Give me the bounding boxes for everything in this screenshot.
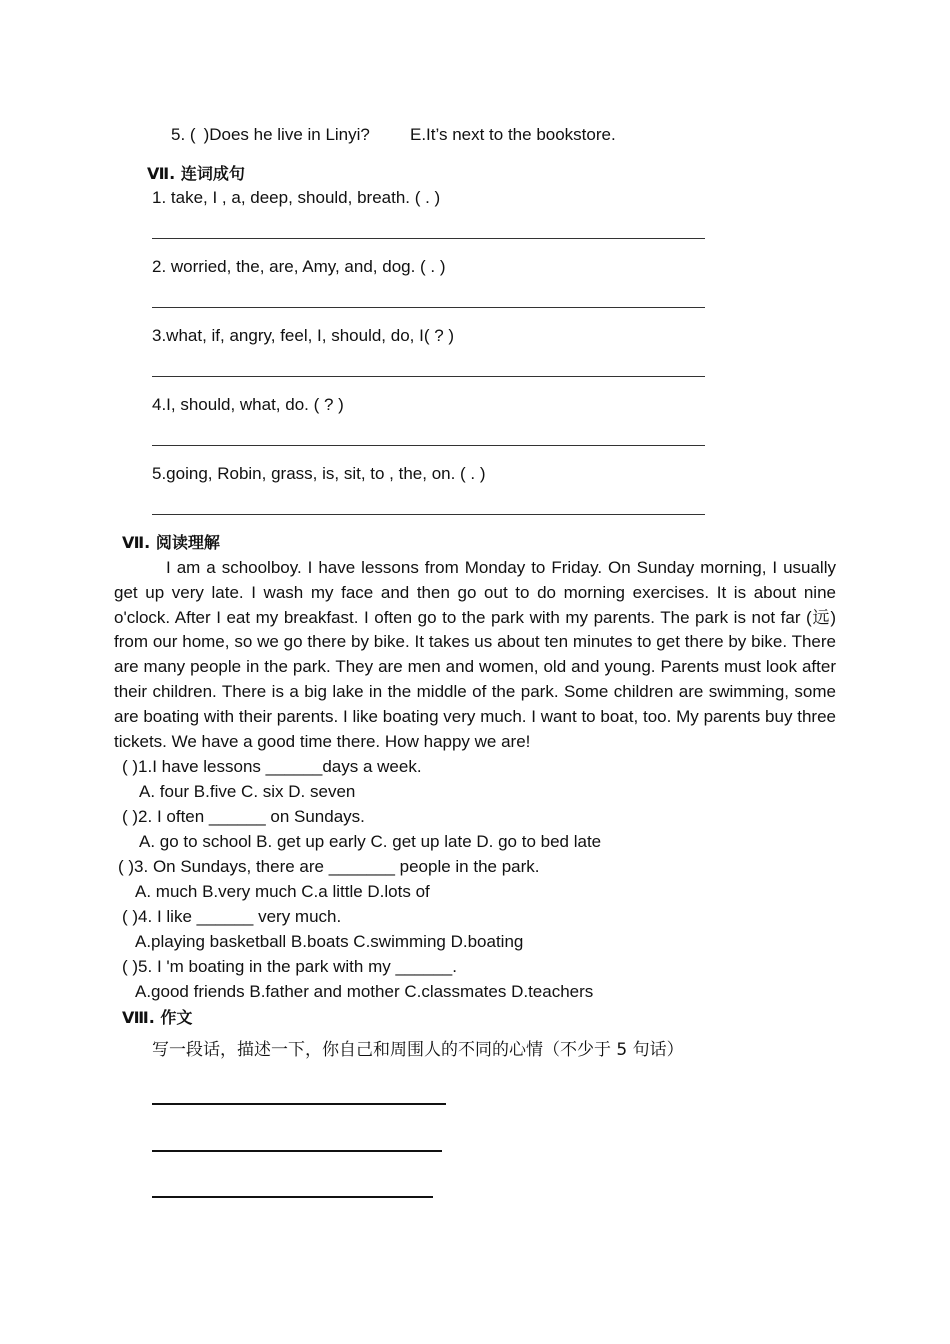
answer-line-1[interactable] xyxy=(152,238,705,239)
section-6-heading: Ⅶ. 连词成句 xyxy=(147,164,245,183)
matching-answer-e: E.It’s next to the bookstore. xyxy=(410,125,616,144)
answer-line-4[interactable] xyxy=(152,445,705,446)
question-5-options: A.good friends B.father and mother C.classmates D.teachers xyxy=(135,982,594,1001)
question-4-stem: ( )4. I like ______ very much. xyxy=(122,907,342,926)
sentence-item-1: 1. take, I , a, deep, should, breath. ( . ) xyxy=(152,188,441,207)
question-2-stem: ( )2. I often ______ on Sundays. xyxy=(122,807,365,826)
answer-line-3[interactable] xyxy=(152,376,705,377)
item-number: 5. ( xyxy=(171,125,196,144)
writing-line-1[interactable] xyxy=(152,1103,446,1105)
writing-line-2[interactable] xyxy=(152,1150,442,1152)
section-8-heading: Ⅷ. 作文 xyxy=(122,1008,193,1027)
sentence-item-4: 4.I, should, what, do. ( ? ) xyxy=(152,395,344,414)
question-3-options: A. much B.very much C.a little D.lots of xyxy=(135,882,430,901)
matching-item-5 xyxy=(171,124,370,146)
question-3-stem: ( )3. On Sundays, there are _______ people in the park. xyxy=(118,857,540,876)
sentence-item-3: 3.what, if, angry, feel, I, should, do, I( ? ) xyxy=(152,326,455,345)
answer-line-5[interactable] xyxy=(152,514,705,515)
answer-line-2[interactable] xyxy=(152,307,705,308)
question-5-stem: ( )5. I 'm boating in the park with my ______. xyxy=(122,957,457,976)
writing-prompt: 写一段话，描述一下，你自己和周围人的不同的心情（不少于 5 句话） xyxy=(152,1040,684,1060)
item-question: )Does he live in Linyi? xyxy=(203,125,370,144)
question-2-options: A. go to school B. get up early C. get up late D. go to bed late xyxy=(139,832,602,851)
sentence-item-5: 5.going, Robin, grass, is, sit, to , the, on. ( . ) xyxy=(152,464,486,483)
question-1-stem: ( )1.I have lessons ______days a week. xyxy=(122,757,422,776)
section-7-heading: Ⅶ. 阅读理解 xyxy=(122,533,220,552)
reading-passage: I am a schoolboy. I have lessons from Monday to Friday. On Sunday morning, I usually get up very late. I wash my face and then go out to do morning exercises. It is about nine o'clock. After I eat my breakfast. I often go to the park with my parents. The park is not far (远) from our home, so we go there by bike. It takes us about ten minutes to get there by bike. There are many people in the park. They are men and women, old and young. Parents must look after their children. There is a big lake in the middle of the park. Some children are swimming, some are boating with their parents. I like boating very much. I want to boat, too. My parents buy three tickets. We have a good time there. How happy we are! xyxy=(114,558,836,751)
writing-line-3[interactable] xyxy=(152,1196,433,1198)
sentence-item-2: 2. worried, the, are, Amy, and, dog. ( . ) xyxy=(152,257,446,276)
question-4-options: A.playing basketball B.boats C.swimming D.boating xyxy=(135,932,524,951)
question-1-options: A. four B.five C. six D. seven xyxy=(139,782,356,801)
